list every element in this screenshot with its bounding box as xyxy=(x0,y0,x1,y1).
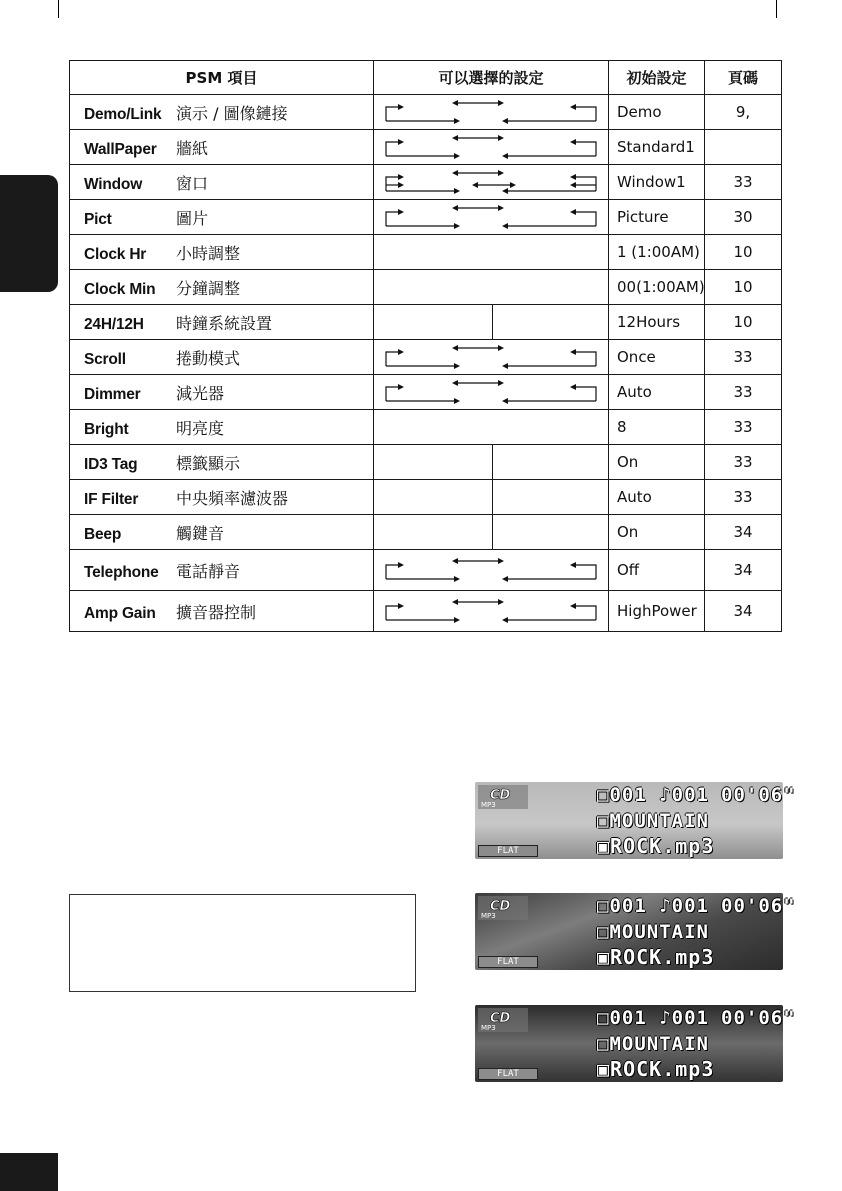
folder-track-number: □001 ♪001 xyxy=(597,895,709,917)
folder-track-number: □001 ♪001 xyxy=(597,1007,709,1029)
psm-item-english: 24H/12H xyxy=(84,315,144,333)
selectable-settings-cell xyxy=(374,375,609,410)
psm-item-cell xyxy=(70,515,374,550)
psm-item-english: Telephone xyxy=(84,563,159,581)
psm-item-chinese: 演示 / 圖像鏈接 xyxy=(176,103,288,123)
cd-disc-icon xyxy=(478,785,528,809)
crop-mark-left xyxy=(58,0,59,18)
mp3-logo-text: MP3 xyxy=(481,912,496,920)
option-cycle-arrows xyxy=(374,130,608,164)
table-header-row xyxy=(70,61,782,95)
language-side-tab xyxy=(0,175,58,292)
psm-item-english: Window xyxy=(84,175,143,193)
selectable-settings-cell xyxy=(374,480,609,515)
initial-setting-cell: Standard1 xyxy=(609,130,705,165)
cd-disc-icon xyxy=(478,896,528,920)
selectable-settings-cell xyxy=(374,445,609,480)
header-psm-item: PSM 項目 xyxy=(70,61,374,95)
psm-item-english: Scroll xyxy=(84,350,126,368)
page-number-cell: 10 xyxy=(705,270,782,305)
header-page-number: 頁碼 xyxy=(705,61,782,95)
psm-item-cell xyxy=(70,340,374,375)
psm-settings-table xyxy=(69,60,782,632)
psm-item-cell xyxy=(70,410,374,445)
folder-track-line xyxy=(597,895,796,917)
cell-divider xyxy=(492,444,493,480)
page-number-cell: 34 xyxy=(705,591,782,632)
psm-item-english: Clock Hr xyxy=(84,245,147,263)
psm-item-english: IF Filter xyxy=(84,490,139,508)
page-number-cell: 33 xyxy=(705,410,782,445)
psm-item-chinese: 標籤顯示 xyxy=(176,453,241,473)
psm-item-english: Bright xyxy=(84,420,129,438)
psm-item-chinese: 明亮度 xyxy=(176,418,225,438)
psm-item-chinese: 小時調整 xyxy=(176,243,241,263)
page-number-cell: 34 xyxy=(705,550,782,591)
selectable-settings-cell xyxy=(374,200,609,235)
table-row xyxy=(70,305,782,340)
page-number-cell: 33 xyxy=(705,375,782,410)
option-cycle-arrows xyxy=(374,165,608,199)
table-row xyxy=(70,591,782,632)
selectable-settings-cell xyxy=(374,515,609,550)
page-number-cell: 10 xyxy=(705,235,782,270)
option-cycle-arrows xyxy=(374,200,608,234)
psm-item-english: Beep xyxy=(84,525,122,543)
table-row xyxy=(70,515,782,550)
psm-item-english: ID3 Tag xyxy=(84,455,138,473)
note-box xyxy=(69,894,416,992)
psm-item-english: Demo/Link xyxy=(84,105,162,123)
table-row xyxy=(70,550,782,591)
eq-mode-indicator: FLAT xyxy=(478,956,538,968)
selectable-settings-cell xyxy=(374,550,609,591)
psm-item-cell xyxy=(70,165,374,200)
table-row xyxy=(70,130,782,165)
psm-item-chinese: 圖片 xyxy=(176,208,209,228)
table-row xyxy=(70,235,782,270)
header-selectable-settings: 可以選擇的設定 xyxy=(374,61,609,95)
page-number-cell: 34 xyxy=(705,515,782,550)
selectable-settings-cell xyxy=(374,165,609,200)
table-row xyxy=(70,375,782,410)
initial-setting-cell: Auto xyxy=(609,480,705,515)
display-sample-2 xyxy=(475,893,796,970)
initial-setting-cell: Window1 xyxy=(609,165,705,200)
selectable-settings-cell xyxy=(374,340,609,375)
eq-mode-indicator: FLAT xyxy=(478,1068,538,1080)
page-number-block xyxy=(0,1153,58,1191)
table-row xyxy=(70,165,782,200)
display-sample-1 xyxy=(475,782,796,859)
psm-item-cell xyxy=(70,235,374,270)
cd-disc-icon xyxy=(478,1008,528,1032)
psm-item-english: Pict xyxy=(84,210,112,228)
table-row xyxy=(70,270,782,305)
header-initial-setting: 初始設定 xyxy=(609,61,705,95)
psm-item-chinese: 時鐘系統設置 xyxy=(176,313,273,333)
initial-setting-cell: HighPower xyxy=(609,591,705,632)
folder-name: □MOUNTAIN xyxy=(597,921,709,943)
cd-logo-text: CD xyxy=(490,788,511,803)
selectable-settings-cell xyxy=(374,270,609,305)
selectable-settings-cell xyxy=(374,95,609,130)
psm-item-chinese: 牆紙 xyxy=(176,138,209,158)
psm-item-english: Amp Gain xyxy=(84,604,156,622)
psm-item-chinese: 捲動模式 xyxy=(176,348,241,368)
psm-item-cell xyxy=(70,270,374,305)
table-row xyxy=(70,340,782,375)
initial-setting-cell: On xyxy=(609,515,705,550)
option-cycle-arrows xyxy=(374,340,608,374)
psm-item-cell xyxy=(70,200,374,235)
file-name: ▣ROCK.mp3 xyxy=(597,834,715,858)
elapsed-time: 00'06" xyxy=(721,895,796,917)
page-number-cell xyxy=(705,130,782,165)
table-row xyxy=(70,95,782,130)
psm-item-cell xyxy=(70,95,374,130)
page-number-cell: 33 xyxy=(705,480,782,515)
folder-track-number: □001 ♪001 xyxy=(597,784,709,806)
initial-setting-cell: Off xyxy=(609,550,705,591)
psm-item-cell xyxy=(70,130,374,165)
table-row xyxy=(70,445,782,480)
cell-divider xyxy=(492,304,493,340)
option-cycle-arrows xyxy=(374,594,608,628)
page-number-cell: 10 xyxy=(705,305,782,340)
psm-item-cell xyxy=(70,445,374,480)
selectable-settings-cell xyxy=(374,235,609,270)
psm-item-english: WallPaper xyxy=(84,140,157,158)
option-cycle-arrows xyxy=(374,553,608,587)
initial-setting-cell: 00(1:00AM) xyxy=(609,270,705,305)
psm-item-chinese: 窗口 xyxy=(176,173,209,193)
display-sample-3 xyxy=(475,1005,796,1082)
folder-name: □MOUNTAIN xyxy=(597,1033,709,1055)
table-row xyxy=(70,410,782,445)
elapsed-time: 00'06" xyxy=(721,1007,796,1029)
folder-name: □MOUNTAIN xyxy=(597,810,709,832)
initial-setting-cell: On xyxy=(609,445,705,480)
folder-track-line xyxy=(597,784,796,806)
initial-setting-cell: 1 (1:00AM) xyxy=(609,235,705,270)
psm-item-chinese: 中央頻率濾波器 xyxy=(176,488,289,508)
psm-item-cell xyxy=(70,375,374,410)
page-number-cell: 30 xyxy=(705,200,782,235)
initial-setting-cell: Auto xyxy=(609,375,705,410)
file-name: ▣ROCK.mp3 xyxy=(597,945,715,969)
selectable-settings-cell xyxy=(374,410,609,445)
cd-logo-text: CD xyxy=(490,1011,511,1026)
selectable-settings-cell xyxy=(374,591,609,632)
psm-item-chinese: 減光器 xyxy=(176,383,225,403)
initial-setting-cell: Once xyxy=(609,340,705,375)
page-number-cell: 33 xyxy=(705,165,782,200)
option-cycle-arrows xyxy=(374,375,608,409)
page-number-cell: 33 xyxy=(705,445,782,480)
mp3-logo-text: MP3 xyxy=(481,801,496,809)
elapsed-time: 00'06" xyxy=(721,784,796,806)
psm-item-cell xyxy=(70,550,374,591)
crop-mark-right xyxy=(776,0,777,18)
initial-setting-cell: 12Hours xyxy=(609,305,705,340)
psm-item-chinese: 電話靜音 xyxy=(176,561,241,581)
folder-track-line xyxy=(597,1007,796,1029)
initial-setting-cell: 8 xyxy=(609,410,705,445)
table-row xyxy=(70,480,782,515)
selectable-settings-cell xyxy=(374,305,609,340)
psm-item-english: Clock Min xyxy=(84,280,156,298)
psm-item-chinese: 擴音器控制 xyxy=(176,602,257,622)
initial-setting-cell: Demo xyxy=(609,95,705,130)
file-name: ▣ROCK.mp3 xyxy=(597,1057,715,1081)
psm-item-chinese: 分鐘調整 xyxy=(176,278,241,298)
psm-item-cell xyxy=(70,480,374,515)
selectable-settings-cell xyxy=(374,130,609,165)
cd-logo-text: CD xyxy=(490,899,511,914)
option-cycle-arrows xyxy=(374,95,608,129)
psm-item-cell xyxy=(70,305,374,340)
psm-item-chinese: 觸鍵音 xyxy=(176,523,225,543)
eq-mode-indicator: FLAT xyxy=(478,845,538,857)
psm-item-english: Dimmer xyxy=(84,385,141,403)
initial-setting-cell: Picture xyxy=(609,200,705,235)
mp3-logo-text: MP3 xyxy=(481,1024,496,1032)
page-number-cell: 9, xyxy=(705,95,782,130)
page-number-cell: 33 xyxy=(705,340,782,375)
table-row xyxy=(70,200,782,235)
cell-divider xyxy=(492,479,493,515)
psm-item-cell xyxy=(70,591,374,632)
cell-divider xyxy=(492,514,493,550)
